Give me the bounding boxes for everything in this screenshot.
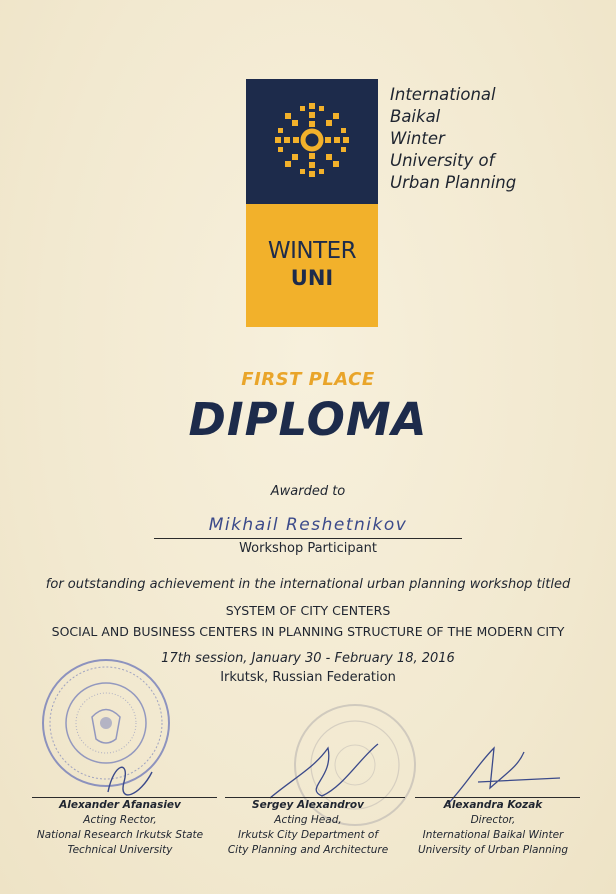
signer-alexandrov [208, 798, 408, 858]
signer-affiliation: Irkutsk City Department of [237, 829, 379, 841]
signer-name: Alexander Afanasiev [59, 799, 181, 811]
signer-title: Director, [470, 814, 516, 826]
signer-title: Acting Rector, [83, 814, 157, 826]
awarded-to-label: Awarded to [270, 484, 346, 499]
signer-name: Sergey Alexandrov [252, 799, 364, 811]
signer-title: Acting Head, [274, 814, 342, 826]
diploma-title: DIPLOMA [188, 393, 428, 446]
session-location: Irkutsk, Russian Federation [220, 670, 396, 685]
signer-affiliation: City Planning and Architecture [227, 844, 389, 856]
signer-affiliation: University of Urban Planning [417, 844, 569, 856]
signer-name: Alexandra Kozak [443, 799, 543, 811]
topic-line-2: SOCIAL AND BUSINESS CENTERS IN PLANNING STRUCTURE OF THE MODERN CITY [51, 624, 565, 639]
topic-line-1: SYSTEM OF CITY CENTERS [225, 603, 391, 618]
logo-word-uni: UNI [290, 266, 334, 290]
signer-kozak [393, 798, 593, 858]
first-place-label: FIRST PLACE [241, 369, 375, 390]
recipient-name: Mikhail Reshetnikov [208, 515, 408, 535]
signer-afanasiev [20, 798, 220, 858]
org-name-line-5: Urban Planning [390, 173, 517, 192]
org-name-line-4: University of [390, 151, 495, 170]
logo-word-winter: WINTER [267, 238, 357, 264]
session-dates: 17th session, January 30 - February 18, 2016 [161, 651, 455, 666]
org-name-line-1: International [390, 85, 496, 104]
snowflake-icon [272, 100, 352, 180]
signer-affiliation: National Research Irkutsk State [36, 829, 204, 841]
award-reason: for outstanding achievement in the international urban planning workshop titled [45, 577, 571, 592]
org-name-line-2: Baikal [390, 107, 441, 126]
recipient-underline [154, 538, 462, 539]
role-label: Workshop Participant [239, 541, 377, 556]
signer-affiliation: Technical University [67, 844, 173, 856]
org-name-line-3: Winter [390, 129, 445, 148]
signer-affiliation: International Baikal Winter [422, 829, 564, 841]
